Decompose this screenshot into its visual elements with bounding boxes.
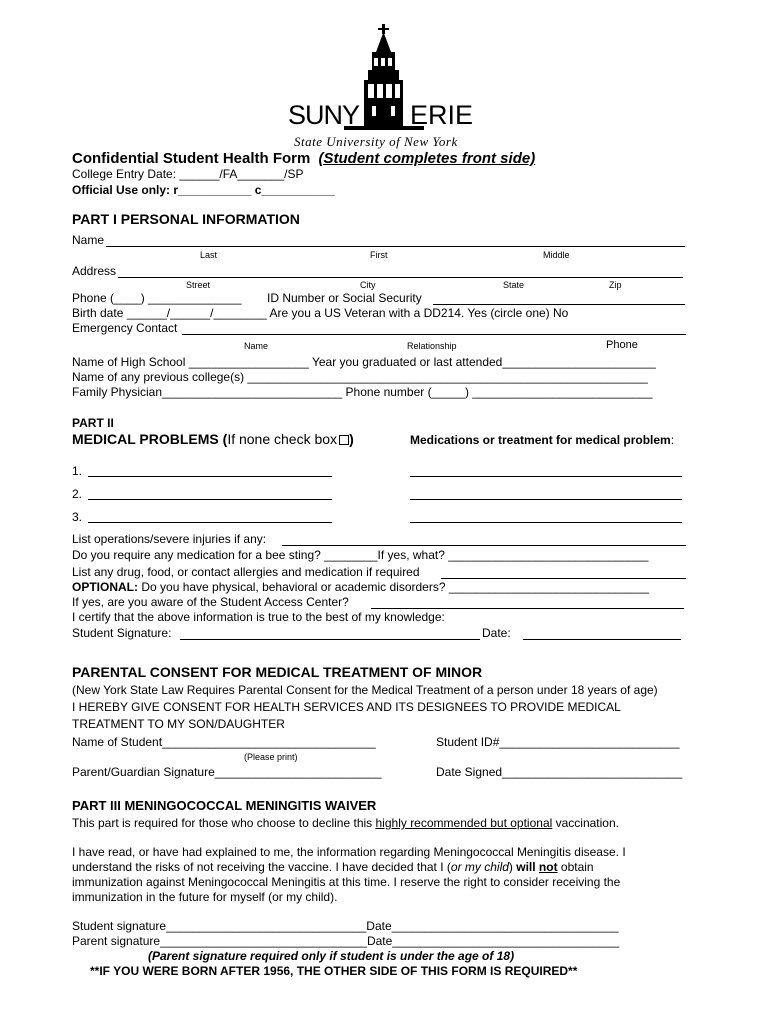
waiver-line-2 (72, 860, 594, 874)
waiver-or-my-child: or my child (450, 860, 509, 874)
part3-intro-a: This part is required for those who choose to decline this (72, 816, 376, 830)
official-use: Official Use only: r___________ c___________ (72, 183, 335, 197)
signature-date-field[interactable] (523, 639, 681, 640)
waiver-line-1: I have read, or have had explained to me, the information regarding Meningococcal Meningitis disease. I (72, 845, 626, 859)
address-label: Address (72, 264, 117, 278)
part3-intro-b: vaccination. (552, 816, 619, 830)
allergies-label: List any drug, food, or contact allergies and medication if required (72, 565, 420, 579)
previous-college-field[interactable]: Name of any previous college(s) ____________________________________________________________ (72, 370, 648, 384)
access-center-field[interactable] (371, 608, 684, 609)
medications-heading (410, 433, 674, 447)
medical-problems-none: If none check box (227, 431, 338, 447)
medication-field-2[interactable] (410, 499, 682, 500)
waiver-will: will (516, 860, 539, 874)
optional-text: Do you have physical, behavioral or academic disorders? ______________________________ (141, 580, 650, 594)
problem-number-3: 3. (72, 510, 83, 524)
access-center-label: If yes, are you aware of the Student Access Center? (72, 595, 349, 609)
address-sub-city: City (360, 280, 376, 290)
waiver-line-2a: understand the risks of not receiving the vaccine. I have decided that I ( (72, 860, 451, 874)
waiver-not: not (538, 860, 558, 874)
medication-field-1[interactable] (410, 476, 682, 477)
address-sub-street: Street (186, 280, 211, 290)
please-print-note: (Please print) (244, 752, 298, 762)
part3-intro-underlined: highly recommended but optional (375, 816, 553, 830)
parent-guardian-signature-field[interactable]: Parent/Guardian Signature_________________________ (72, 765, 382, 779)
allergies-field[interactable] (441, 578, 686, 579)
emergency-sub-name: Name (244, 341, 269, 351)
birth-date-veteran[interactable]: Birth date ______/______/________ Are you a US Veteran with a DD214. Yes (circle one) No (72, 306, 569, 320)
bee-sting-field[interactable]: Do you require any medication for a bee sting? ________If yes, what? ______________________________ (72, 548, 649, 562)
name-label: Name (72, 233, 105, 247)
form-title-row (72, 150, 535, 167)
medical-problems-title: MEDICAL PROBLEMS ( (72, 431, 228, 447)
suny-erie-logo (288, 22, 488, 150)
phone-field[interactable]: Phone (____) ______________ (72, 291, 242, 305)
date-signed-field[interactable]: Date Signed___________________________ (436, 765, 683, 779)
consent-hereby-1: I HEREBY GIVE CONSENT FOR HEALTH SERVICES AND ITS DESIGNEES TO PROVIDE MEDICAL (72, 700, 621, 714)
high-school-field[interactable]: Name of High School __________________ Year you graduated or last attended_______________________ (72, 355, 656, 369)
address-field[interactable] (118, 277, 683, 278)
logo-suny: SUNY (288, 100, 360, 130)
part3-intro (72, 816, 619, 830)
part2-label: PART II (72, 416, 114, 430)
optional-label: OPTIONAL: (72, 580, 138, 594)
operations-label: List operations/severe injuries if any: (72, 532, 267, 546)
waiver-line-3: immunization against Meningococcal Meningitis at this time. I reserve the right to consider receiving the (72, 875, 621, 889)
problem-field-3[interactable] (88, 522, 332, 523)
consent-law: (New York State Law Requires Parental Consent for the Medical Treatment of a person under 18 years of age) (72, 683, 658, 697)
waiver-line-2c: obtain (557, 860, 594, 874)
name-sub-middle: Middle (543, 250, 570, 260)
student-signature-field[interactable] (180, 639, 480, 640)
form-title: Confidential Student Health Form (72, 150, 311, 167)
medication-field-3[interactable] (410, 522, 682, 523)
parent-signature-note: (Parent signature required only if student is under the age of 18) (148, 949, 515, 963)
emergency-contact-field[interactable] (182, 334, 686, 335)
student-signature-label: Student Signature: (72, 626, 172, 640)
id-number-field[interactable] (433, 304, 685, 305)
emergency-contact-label: Emergency Contact (72, 321, 178, 335)
part1-heading: PART I PERSONAL INFORMATION (72, 211, 300, 227)
form-subtitle: (Student completes front side) (318, 150, 536, 167)
name-sub-last: Last (200, 250, 218, 260)
consent-hereby-2: TREATMENT TO MY SON/DAUGHTER (72, 717, 285, 731)
waiver-line-4: immunization in the future for myself (or my child). (72, 890, 338, 904)
medications-colon: : (670, 433, 675, 447)
waiver-student-signature[interactable]: Student signature______________________________Date__________________________________ (72, 919, 619, 933)
medical-problems-close: ) (349, 431, 354, 447)
name-sub-first: First (370, 250, 388, 260)
problem-field-2[interactable] (88, 499, 332, 500)
signature-date-label: Date: (482, 626, 511, 640)
address-sub-state: State (503, 280, 525, 290)
logo-erie: ERIE (410, 100, 474, 130)
born-after-1956-note: **IF YOU WERE BORN AFTER 1956, THE OTHER SIDE OF THIS FORM IS REQUIRED** (90, 964, 578, 978)
student-name-field[interactable]: Name of Student________________________________ (72, 735, 376, 749)
part3-heading: PART III MENINGOCOCCAL MENINGITIS WAIVER (72, 798, 377, 813)
operations-field[interactable] (282, 545, 686, 546)
address-sub-zip: Zip (609, 280, 622, 290)
none-checkbox[interactable] (339, 435, 349, 445)
logo-tagline: State University of New York (294, 134, 458, 149)
name-field[interactable] (106, 246, 685, 247)
certify-statement: I certify that the above information is true to the best of my knowledge: (72, 610, 445, 624)
medical-problems-heading (72, 431, 354, 447)
problem-field-1[interactable] (88, 476, 332, 477)
medications-title: Medications or treatment for medical problem (410, 433, 671, 447)
consent-heading: PARENTAL CONSENT FOR MEDICAL TREATMENT OF MINOR (72, 664, 483, 680)
student-id-field[interactable]: Student ID#___________________________ (436, 735, 680, 749)
emergency-sub-relationship: Relationship (407, 341, 457, 351)
problem-number-1: 1. (72, 464, 83, 478)
family-physician-field[interactable]: Family Physician___________________________ Phone number (_____) ___________________________ (72, 385, 653, 399)
problem-number-2: 2. (72, 487, 83, 501)
waiver-line-2b: ) (508, 860, 517, 874)
optional-row[interactable] (72, 580, 649, 594)
emergency-sub-phone: Phone (606, 339, 638, 351)
id-number-label: ID Number or Social Security (267, 291, 422, 305)
waiver-parent-signature[interactable]: Parent signature_______________________________Date__________________________________ (72, 934, 620, 948)
college-entry-date: College Entry Date: ______/FA_______/SP (72, 167, 304, 181)
